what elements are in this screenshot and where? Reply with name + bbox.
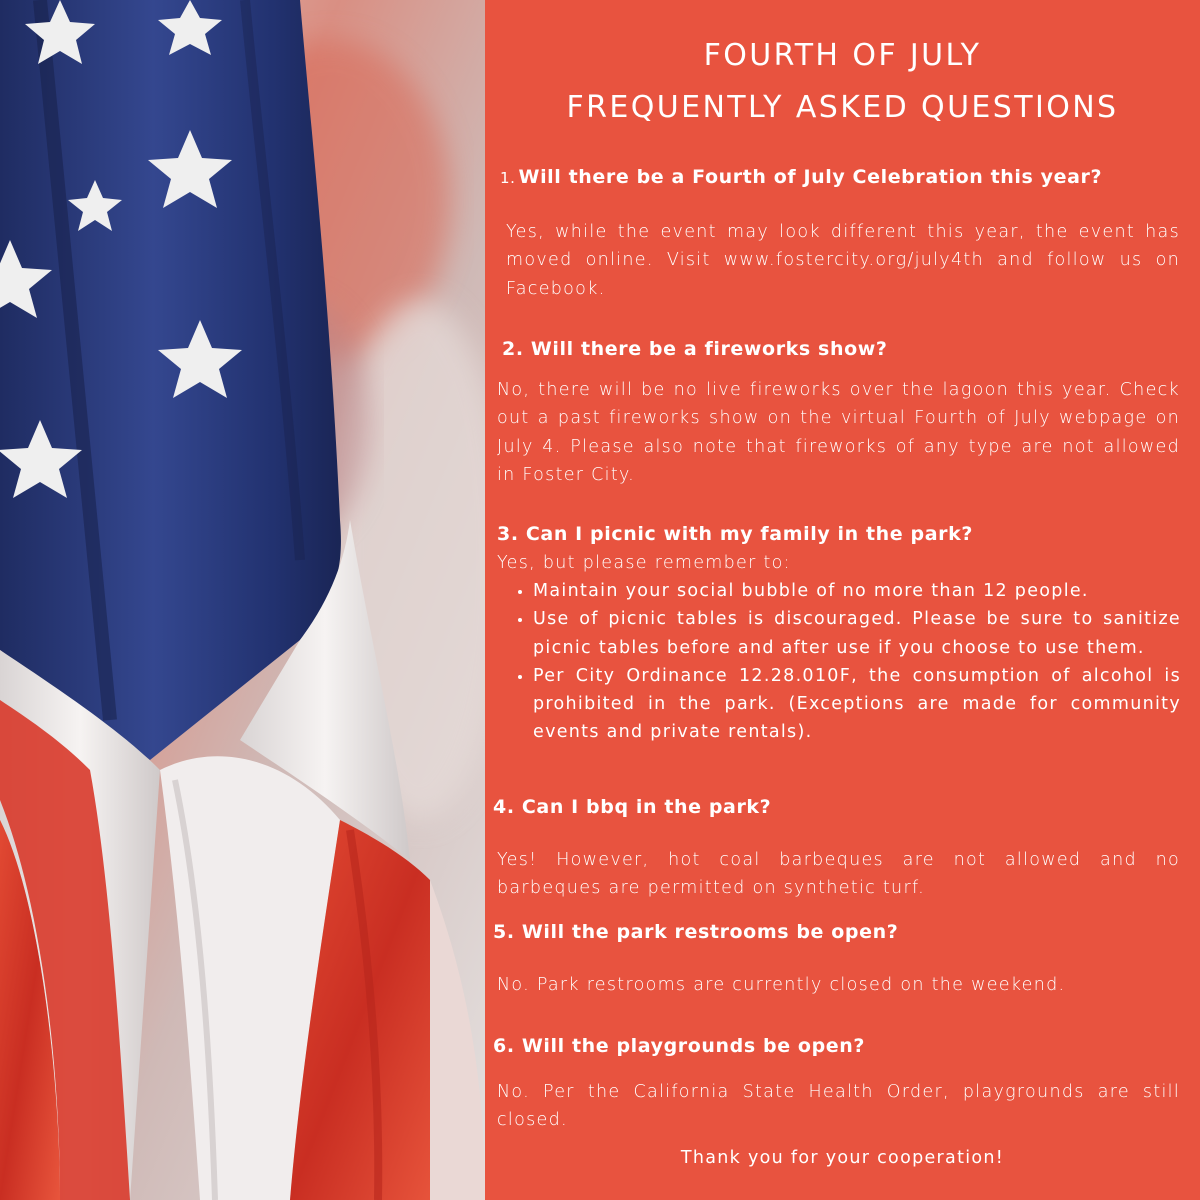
flag-illustration [0, 0, 485, 1200]
faq-answer-2: No, there will be no live fireworks over the lagoon this year. Check out a past fireworks show on the virtual Fourth of July webpage on July 4. Please also note that fireworks of any type are not allowed in Foster City. [497, 380, 1180, 485]
faq-answer-1: Yes, while the event may look different this year, the event has moved online. Visit www.fostercity.org/july4th and follow us on Facebook. [506, 222, 1180, 299]
title-line-2: FREQUENTLY ASKED QUESTIONS [566, 90, 1119, 125]
closing-message: Thank you for your cooperation! [680, 1148, 1005, 1168]
faq-answer-6: No. Per the California State Health Order, playgrounds are still closed. [497, 1082, 1180, 1131]
faq-question-3: 3. Can I picnic with my family in the park? [497, 523, 973, 545]
faq-answer-4: Yes! However, hot coal barbeques are not allowed and no barbeques are permitted on synthetic turf. [497, 850, 1180, 899]
faq-question-6: 6. Will the playgrounds be open? [493, 1035, 865, 1057]
american-flag-photo [0, 0, 485, 1200]
list-item: • Maintain your social bubble of no more than 12 people. [533, 577, 1181, 605]
title-line-1: FOURTH OF JULY [703, 38, 982, 73]
faq-question-1 [500, 166, 1102, 188]
faq-question-5: 5. Will the park restrooms be open? [493, 921, 899, 943]
faq-answer-3-intro: Yes, but please remember to: [497, 553, 791, 573]
page-title [485, 30, 1200, 134]
faq-answer-3-list [505, 577, 1181, 747]
faq-panel [485, 0, 1200, 1200]
faq-question-1-text: Will there be a Fourth of July Celebration this year? [518, 166, 1103, 188]
faq-question-4: 4. Can I bbq in the park? [493, 796, 772, 818]
faq-question-1-number: 1. [500, 169, 516, 187]
list-item: • Per City Ordinance 12.28.010F, the consumption of alcohol is prohibited in the park. (Exceptions are made for community events and private rentals). [533, 662, 1181, 747]
list-item: • Use of picnic tables is discouraged. Please be sure to sanitize picnic tables before and after use if you choose to use them. [533, 605, 1181, 662]
faq-answer-5: No. Park restrooms are currently closed on the weekend. [497, 975, 1066, 995]
faq-question-2: 2. Will there be a fireworks show? [502, 338, 888, 360]
